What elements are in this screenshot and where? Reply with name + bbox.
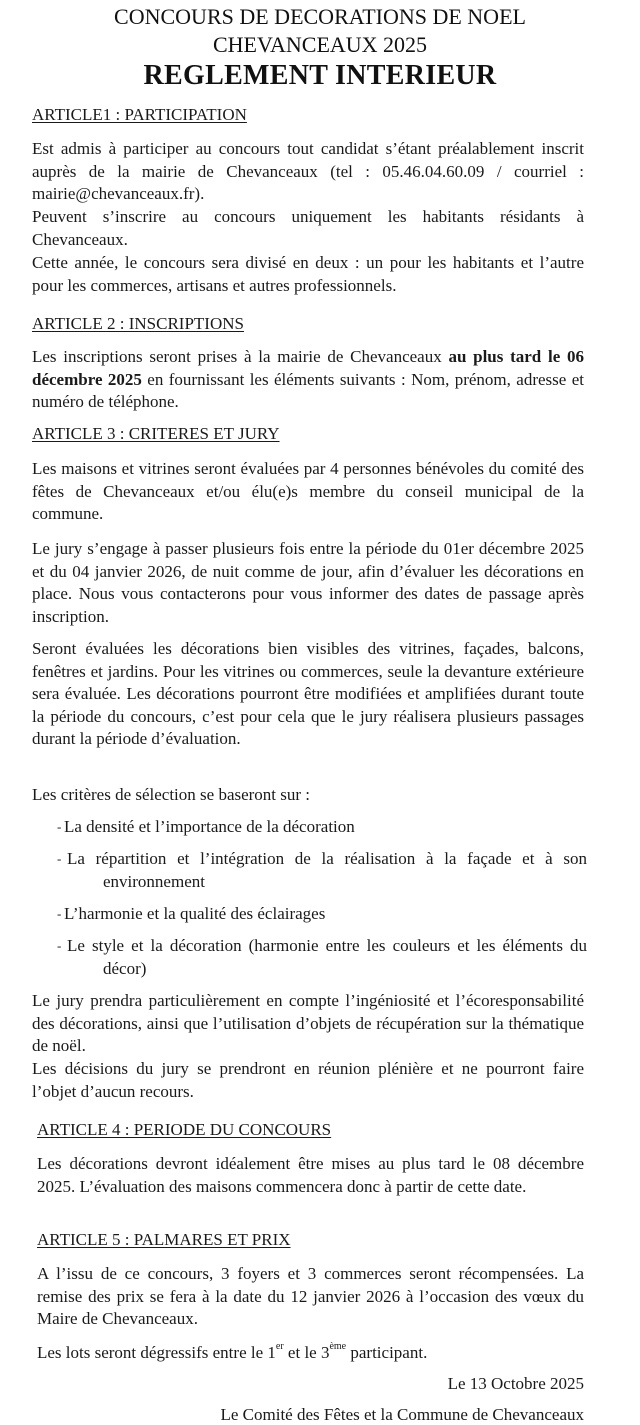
- lots-text-2: et le 3: [283, 1343, 330, 1362]
- bullet-dash: -: [57, 906, 62, 921]
- article4-paragraph: Les décorations devront idéalement être mises au plus tard le 08 décembre 2025. L’évaluation des maisons commencera donc à partir de cette date.: [37, 1154, 584, 1196]
- first-superscript: er: [275, 1341, 284, 1352]
- article1-paragraph-2: Peuvent s’inscrire au concours uniquement les habitants résidants à Chevanceaux.: [32, 207, 584, 249]
- lots-text-3: participant.: [346, 1343, 428, 1362]
- article4-heading: ARTICLE 4 : PERIODE DU CONCOURS: [37, 1120, 332, 1139]
- article2-paragraph: [32, 346, 584, 414]
- criteria-item: [57, 816, 587, 839]
- criteria-item: - La répartition et l’intégration de la réalisation à la façade et à son environnement: [57, 849, 587, 891]
- article1-paragraph-1: Est admis à participer au concours tout candidat s’étant préalablement inscrit auprès de la mairie de Chevanceaux (tel : 05.46.04.60.09 / courriel : mairie@chevanceaux.fr).: [32, 139, 584, 204]
- criteria-item-text: Le style et la décoration (harmonie entre les couleurs et les éléments du décor): [67, 936, 587, 978]
- article3-paragraph-5: Les décisions du jury se prendront en réunion plénière et ne pourront faire l’objet d’aucun recours.: [32, 1059, 584, 1101]
- document-title: CONCOURS DE DECORATIONS DE NOEL: [114, 4, 526, 29]
- criteria-item-text: La répartition et l’intégration de la réalisation à la façade et à son environnement: [67, 849, 587, 891]
- article3-heading: ARTICLE 3 : CRITERES ET JURY: [32, 424, 280, 443]
- criteria-item-text: La densité et l’importance de la décoration: [64, 817, 355, 836]
- article2-text-start: Les inscriptions seront prises à la mairie de Chevanceaux: [32, 347, 449, 366]
- article3-paragraph-4: Le jury prendra particulièrement en compte l’ingéniosité et l’écoresponsabilité des décorations, ainsi que l’utilisation d’objets de récupération sur la thématique de noël.: [32, 991, 584, 1056]
- article1-paragraph-3: Cette année, le concours sera divisé en deux : un pour les habitants et l’autre pour les commerces, artisans et autres professionnels.: [32, 253, 584, 295]
- third-superscript: ème: [329, 1341, 347, 1352]
- criteria-item-text: L’harmonie et la qualité des éclairages: [64, 904, 326, 923]
- article3-paragraph-1: Les maisons et vitrines seront évaluées par 4 personnes bénévoles du comité des fêtes de Chevanceaux et/ou élu(e)s membre du conseil municipal de la commune.: [32, 459, 584, 524]
- article5-paragraph-2: [37, 1342, 584, 1365]
- criteria-item: - Le style et la décoration (harmonie entre les couleurs et les éléments du décor): [57, 936, 587, 978]
- article1-heading: ARTICLE1 : PARTICIPATION: [32, 105, 247, 124]
- bullet-dash: -: [57, 819, 62, 834]
- article2-heading: ARTICLE 2 : INSCRIPTIONS: [32, 314, 244, 333]
- criteria-intro: Les critères de sélection se baseront sur :: [32, 785, 311, 804]
- article3-paragraph-2: Le jury s’engage à passer plusieurs fois entre la période du 01er décembre 2025 et du 04 janvier 2026, de nuit comme de jour, afin d’évaluer les décorations en place. Nous vous contacterons pour vous informer des dates de passage après inscription.: [32, 539, 584, 626]
- article3-paragraph-3: Seront évaluées les décorations bien visibles des vitrines, façades, balcons, fenêtres et jardins. Pour les vitrines ou commerces, seule la devanture extérieure sera évaluée. Les décorations pourront être modifiées et amplifiées durant toute la période du concours, c’est pour cela que le jury réalisera plusieurs passages durant la période d’évaluation.: [32, 639, 584, 749]
- document-date: Le 13 Octobre 2025: [447, 1374, 584, 1393]
- article2-deadline: au plus tard le 06 décembre 2025: [32, 347, 584, 389]
- lots-text-1: Les lots seront dégressifs entre le 1: [37, 1343, 276, 1362]
- article5-paragraph-1: A l’issu de ce concours, 3 foyers et 3 commerces seront récompensées. La remise des prix se fera à la date du 12 janvier 2026 à l’occasion des vœux du Maire de Chevanceaux.: [37, 1264, 584, 1329]
- document-subtitle: CHEVANCEAUX 2025: [212, 32, 428, 57]
- document-heading: REGLEMENT INTERIEUR: [143, 60, 497, 91]
- criteria-item: [57, 903, 587, 926]
- article2-text-end: en fournissant les éléments suivants : Nom, prénom, adresse et numéro de téléphone.: [32, 369, 584, 412]
- document-signature: Le Comité des Fêtes et la Commune de Chevanceaux: [220, 1405, 584, 1424]
- article5-heading: ARTICLE 5 : PALMARES ET PRIX: [37, 1230, 291, 1249]
